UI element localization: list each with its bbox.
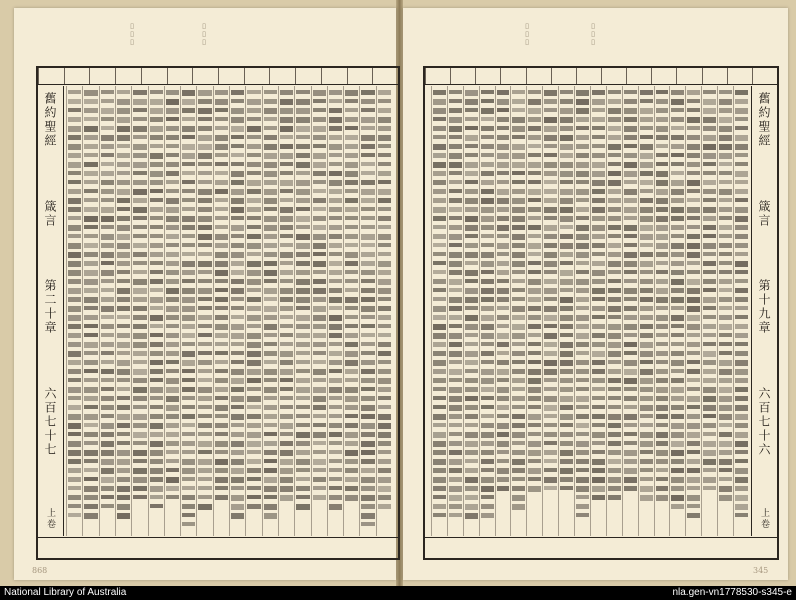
- text-column: [510, 86, 526, 536]
- left-margin-title: [38, 86, 64, 536]
- book-part: 箴言: [43, 199, 57, 228]
- reference-cell: [752, 68, 777, 84]
- reference-cell: [244, 68, 270, 84]
- chapter-label: 第十九章: [757, 279, 771, 335]
- right-footnote-bar: [425, 537, 777, 558]
- text-column: [343, 86, 359, 536]
- text-column: [311, 86, 327, 536]
- book-title: 舊約聖經: [43, 92, 57, 148]
- text-column: [213, 86, 229, 536]
- reference-cell: [89, 68, 115, 84]
- text-column: [262, 86, 278, 536]
- book-part: 箴言: [757, 199, 771, 228]
- text-column: [558, 86, 574, 536]
- text-column: [148, 86, 164, 536]
- text-column: [196, 86, 212, 536]
- text-column: [376, 86, 392, 536]
- reference-cell: [64, 68, 90, 84]
- text-column: [115, 86, 131, 536]
- reference-cell: [702, 68, 727, 84]
- text-column: [495, 86, 511, 536]
- left-footnote-bar: [38, 537, 398, 558]
- reference-cell: [167, 68, 193, 84]
- text-column: [131, 86, 147, 536]
- reference-cell: [218, 68, 244, 84]
- text-column: [574, 86, 590, 536]
- right-text-columns: [431, 86, 749, 536]
- text-column: [701, 86, 717, 536]
- reference-cell: [269, 68, 295, 84]
- text-column: [164, 86, 180, 536]
- text-column: [359, 86, 375, 536]
- reference-cell: [727, 68, 752, 84]
- reference-cell: [500, 68, 525, 84]
- text-column: [278, 86, 294, 536]
- text-column: [622, 86, 638, 536]
- reference-cell: [347, 68, 373, 84]
- page-number: 六百七十六: [757, 386, 771, 457]
- volume-label: 上卷: [45, 508, 55, 530]
- reference-cell: [551, 68, 576, 84]
- right-margin-title: [751, 86, 777, 536]
- text-column: [447, 86, 463, 536]
- text-column: [526, 86, 542, 536]
- source-name: National Library of Australia: [4, 587, 127, 598]
- text-column: [294, 86, 310, 536]
- left-page: [14, 8, 396, 580]
- text-column: [606, 86, 622, 536]
- chapter-label: 第二十章: [43, 279, 57, 335]
- text-column: [479, 86, 495, 536]
- library-stamp: ▯▯▯: [128, 22, 136, 46]
- source-identifier: nla.gen-vn1778530-s345-e: [672, 587, 792, 598]
- text-column: [685, 86, 701, 536]
- reference-cell: [626, 68, 651, 84]
- library-stamp: ▯▯▯: [200, 22, 208, 46]
- text-column: [590, 86, 606, 536]
- reference-cell: [295, 68, 321, 84]
- right-page: [403, 8, 788, 580]
- reference-cell: [425, 68, 450, 84]
- reference-cell: [372, 68, 398, 84]
- reference-cell: [192, 68, 218, 84]
- reference-cell: [38, 68, 64, 84]
- reference-cell: [321, 68, 347, 84]
- reference-cell: [450, 68, 475, 84]
- text-column: [542, 86, 558, 536]
- pencil-mark: 868: [32, 566, 48, 575]
- left-reference-bar: [38, 68, 398, 85]
- text-column: [431, 86, 447, 536]
- volume-label: 上卷: [759, 508, 769, 530]
- text-column: [245, 86, 261, 536]
- left-text-columns: [66, 86, 392, 536]
- text-column: [327, 86, 343, 536]
- reference-cell: [475, 68, 500, 84]
- library-stamp: ▯▯▯: [589, 22, 597, 46]
- source-footer: [0, 586, 796, 600]
- reference-cell: [526, 68, 551, 84]
- text-column: [717, 86, 733, 536]
- reference-cell: [601, 68, 626, 84]
- text-column: [229, 86, 245, 536]
- reference-cell: [576, 68, 601, 84]
- text-column: [180, 86, 196, 536]
- reference-cell: [141, 68, 167, 84]
- page-number: 六百七十七: [43, 386, 57, 457]
- text-column: [66, 86, 82, 536]
- text-column: [638, 86, 654, 536]
- pencil-mark: 345: [753, 566, 769, 575]
- library-stamp: ▯▯▯: [523, 22, 531, 46]
- text-column: [733, 86, 749, 536]
- text-column: [463, 86, 479, 536]
- right-text-frame: [423, 66, 779, 560]
- text-column: [99, 86, 115, 536]
- book-title: 舊約聖經: [757, 92, 771, 148]
- right-reference-bar: [425, 68, 777, 85]
- left-text-frame: [36, 66, 400, 560]
- reference-cell: [651, 68, 676, 84]
- text-column: [669, 86, 685, 536]
- reference-cell: [676, 68, 701, 84]
- text-column: [654, 86, 670, 536]
- reference-cell: [115, 68, 141, 84]
- text-column: [82, 86, 98, 536]
